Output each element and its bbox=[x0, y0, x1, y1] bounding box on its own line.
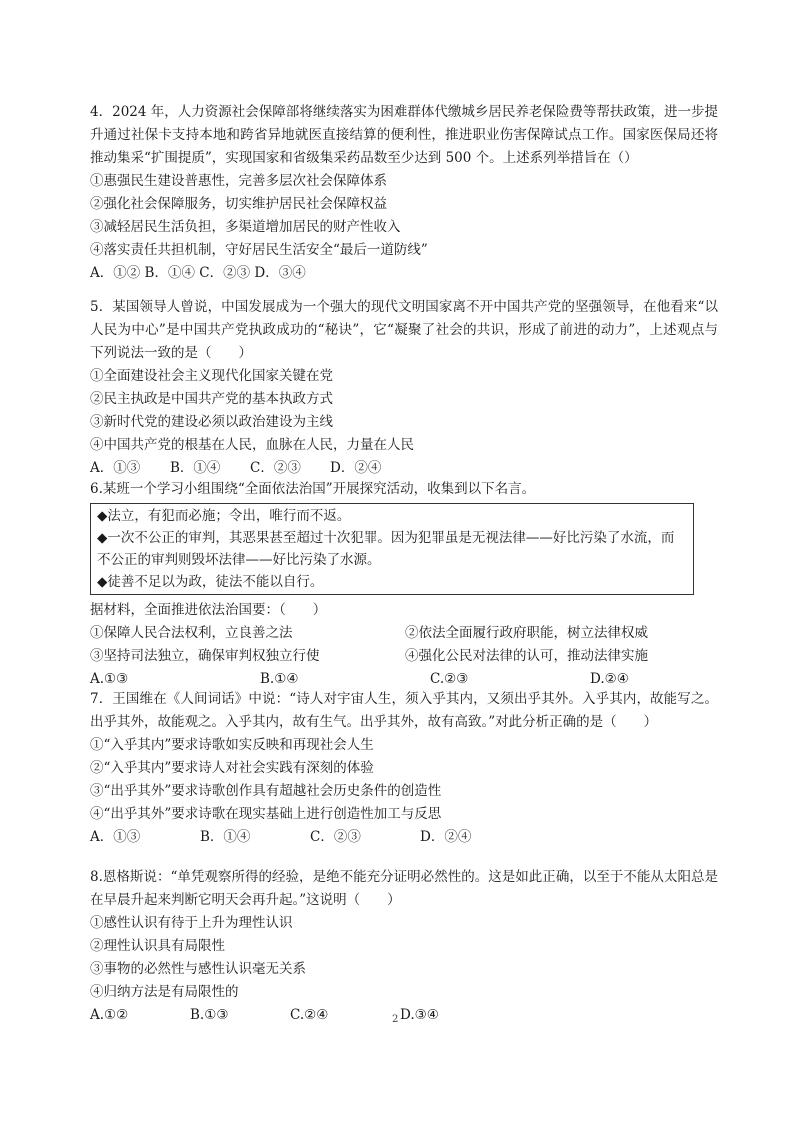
question-7-option-3: ③“出乎其外”要求诗歌创作具有超越社会历史条件的创造性 bbox=[90, 783, 442, 799]
question-5-option-1: ①全面建设社会主义现代化国家关键在党 bbox=[90, 368, 333, 384]
question-5-choices bbox=[90, 457, 718, 480]
question-7 bbox=[90, 688, 718, 849]
question-4 bbox=[90, 101, 718, 285]
question-6-option-1: ①保障人民合法权利，立良善之法 bbox=[90, 625, 293, 641]
question-4-option-1: ①惠强民生建设普惠性，完善多层次社会保障体系 bbox=[90, 173, 387, 189]
question-7-choices bbox=[90, 826, 718, 849]
question-8-choices bbox=[90, 1004, 718, 1027]
question-8-choice-c: C.②④ bbox=[290, 1007, 329, 1023]
quote-box bbox=[90, 503, 694, 595]
question-7-option-4: ④“出乎其外”要求诗歌在现实基础上进行创造性加工与反思 bbox=[90, 806, 442, 822]
question-6-option-3: ③坚持司法独立，确保审判权独立行使 bbox=[90, 648, 320, 664]
question-8-choice-d: D.③④ bbox=[400, 1007, 439, 1023]
question-6-options bbox=[90, 622, 718, 668]
question-5-option-2: ②民主执政是中国共产党的基本执政方式 bbox=[90, 391, 333, 407]
question-5-choice-c: C．②③ bbox=[250, 460, 301, 476]
question-5-stem: 5．某国领导人曾说，中国发展成为一个强大的现代文明国家离不开中国共产党的坚强领导，在他看来“以人民为中心”是中国共产党执政成功的“秘诀”，它“凝聚了社会的共识，形成了前进的动力”，上述观点与下列说法一致的是（ ） bbox=[90, 299, 718, 361]
question-5 bbox=[90, 296, 718, 480]
question-4-option-2: ②强化社会保障服务，切实维护居民社会保障权益 bbox=[90, 196, 387, 212]
page-number: 2 bbox=[392, 1014, 399, 1025]
quote-1: ◆法立，有犯而必施；令出，唯行而不返。 bbox=[97, 508, 351, 524]
question-6-option-4: ④强化公民对法律的认可，推动法律实施 bbox=[405, 648, 648, 664]
question-6-option-2: ②依法全面履行政府职能，树立法律权威 bbox=[405, 625, 648, 641]
question-5-choice-b: B．①④ bbox=[170, 460, 221, 476]
question-6-choice-c: C.②③ bbox=[430, 671, 469, 687]
question-8-option-2: ②理性认识具有局限性 bbox=[90, 938, 225, 954]
question-6-stem: 6.某班一个学习小组围绕“全面依法治国”开展探究活动，收集到以下名言。 bbox=[90, 481, 536, 497]
question-7-stem: 7．王国维在《人间词话》中说：“诗人对宇宙人生，须入乎其内，又须出乎其外。入乎其内，故能写之。出乎其外，故能观之。入乎其内，故有生气。出乎其外，故有高致。”对此分析正确的是（ ） bbox=[90, 691, 718, 730]
question-6-choice-b: B.①④ bbox=[260, 671, 299, 687]
question-8 bbox=[90, 866, 718, 1027]
question-8-option-1: ①感性认识有待于上升为理性认识 bbox=[90, 915, 293, 931]
question-7-option-2: ②“入乎其内”要求诗人对社会实践有深刻的体验 bbox=[90, 760, 374, 776]
question-7-choice-d: D．②④ bbox=[420, 829, 472, 845]
question-6-choice-a: A.①③ bbox=[90, 671, 129, 687]
question-6-choice-d: D.②④ bbox=[590, 671, 629, 687]
question-5-choice-d: D．②④ bbox=[330, 460, 382, 476]
question-8-stem: 8.恩格斯说：“单凭观察所得的经验，是绝不能充分证明必然性的。这是如此正确，以至于不能从太阳总是在早晨升起来判断它明天会再升起。”这说明（ ） bbox=[90, 869, 718, 908]
question-4-stem: 4．2024 年，人力资源社会保障部将继续落实为困难群体代缴城乡居民养老保险费等帮扶政策，进一步提升通过社保卡支持本地和跨省异地就医直接结算的便利性，推进职业伤害保障试点工作。国家医保局还将推动集采“扩围提质”，实现国家和省级集采药品数至少达到 500 个。上述系列举措旨在（） bbox=[90, 104, 718, 166]
quote-2: ◆一次不公正的审判，其恶果甚至超过十次犯罪。因为犯罪虽是无视法律——好比污染了水流，而不公正的审判则毁坏法律——好比污染了水源。 bbox=[97, 530, 675, 568]
question-8-option-3: ③事物的必然性与感性认识毫无关系 bbox=[90, 961, 306, 977]
question-7-choice-a: A．①③ bbox=[90, 829, 141, 845]
question-5-option-3: ③新时代党的建设必须以政治建设为主线 bbox=[90, 414, 333, 430]
question-8-choice-b: B.①③ bbox=[190, 1007, 229, 1023]
question-5-option-4: ④中国共产党的根基在人民，血脉在人民，力量在人民 bbox=[90, 437, 414, 453]
question-6 bbox=[90, 478, 718, 691]
question-8-choice-a: A.①② bbox=[90, 1007, 129, 1023]
question-7-choice-b: B．①④ bbox=[200, 829, 251, 845]
quote-3: ◆徒善不足以为政，徒法不能以自行。 bbox=[97, 574, 324, 590]
question-5-choice-a: A．①③ bbox=[90, 460, 141, 476]
question-4-option-4: ④落实责任共担机制，守好居民生活安全“最后一道防线” bbox=[90, 242, 428, 258]
question-8-option-4: ④归纳方法是有局限性的 bbox=[90, 984, 239, 1000]
question-4-choices: A．①② B．①④ C．②③ D．③④ bbox=[90, 265, 306, 281]
question-7-option-1: ①“入乎其内”要求诗歌如实反映和再现社会人生 bbox=[90, 737, 374, 753]
question-6-prompt: 据材料，全面推进依法治国要：（ ） bbox=[90, 602, 327, 618]
question-4-option-3: ③减轻居民生活负担，多渠道增加居民的财产性收入 bbox=[90, 219, 401, 235]
question-7-choice-c: C．②③ bbox=[310, 829, 361, 845]
